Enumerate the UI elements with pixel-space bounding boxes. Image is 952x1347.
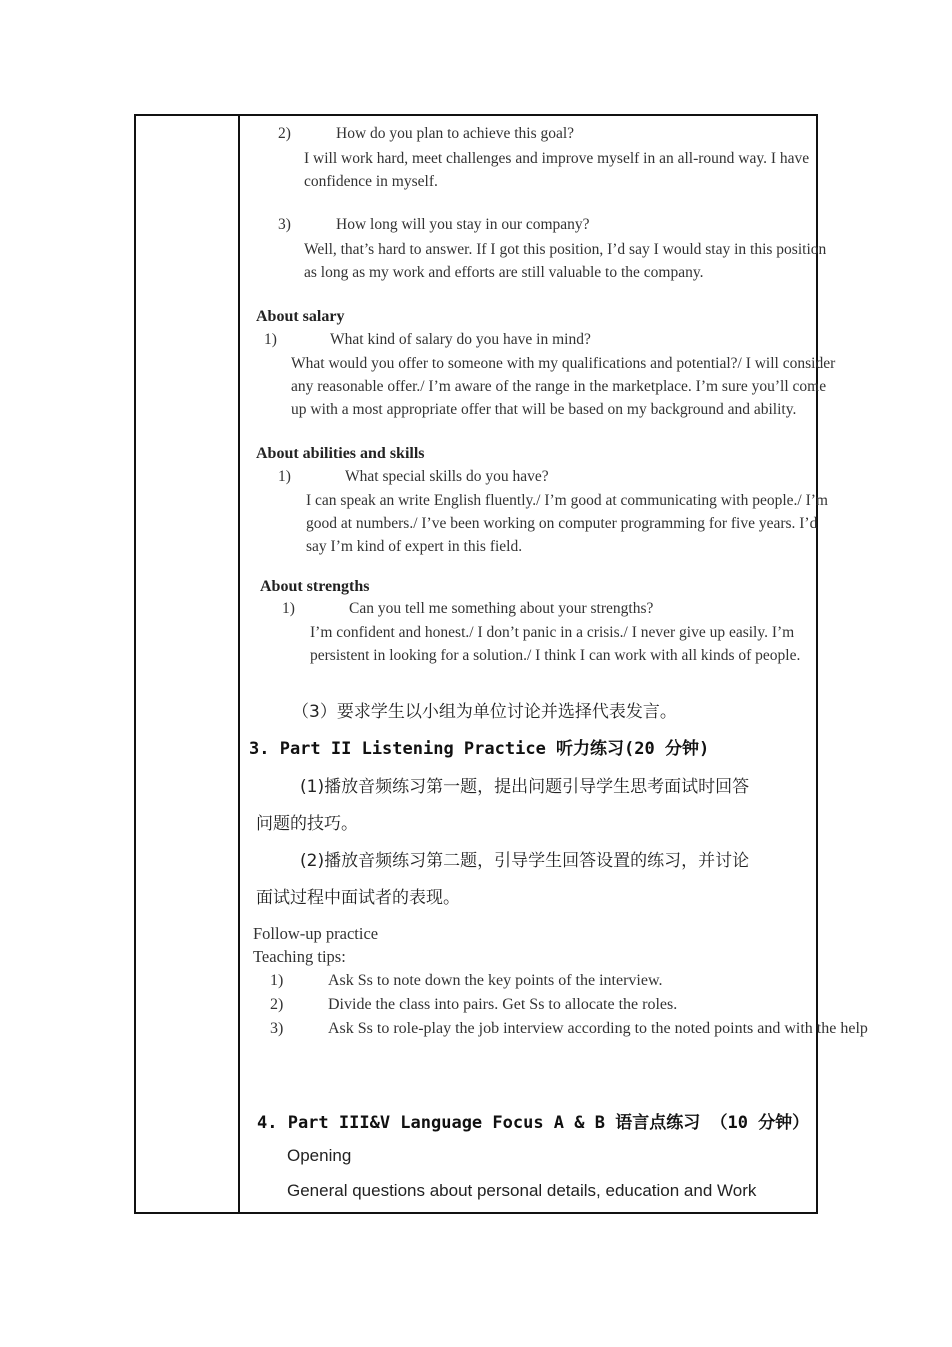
question-text: What kind of salary do you have in mind? <box>330 331 591 348</box>
section-3-heading: 3. Part II Listening Practice 听力练习(20 分钟) <box>249 739 710 759</box>
tip-number: 2) <box>270 996 284 1013</box>
question-number: 1) <box>278 468 291 485</box>
answer-line: confidence in myself. <box>304 173 438 190</box>
question-text: How do you plan to achieve this goal? <box>336 125 575 142</box>
section-heading-salary: About salary <box>256 308 345 325</box>
answer-line: Well, that’s hard to answer. If I got this position, I’d say I would stay in this position <box>304 241 827 258</box>
answer-line: What would you offer to someone with my qualifications and potential?/ I will consider <box>291 355 836 372</box>
question-number: 3) <box>278 216 291 233</box>
question-number: 2) <box>278 125 291 142</box>
section-heading-abilities: About abilities and skills <box>256 445 425 462</box>
section-4-line: Opening <box>287 1146 352 1165</box>
tip-text: Ask Ss to role-play the job interview according to the noted points and with the help <box>328 1020 868 1037</box>
paragraph-line: 面试过程中面试者的表现。 <box>256 888 460 908</box>
question-text: What special skills do you have? <box>345 468 549 485</box>
left-column-cell <box>136 116 240 1212</box>
section-heading-strengths: About strengths <box>260 578 370 595</box>
answer-line: persistent in looking for a solution./ I think I can work with all kinds of people. <box>310 647 801 664</box>
question-text: How long will you stay in our company? <box>336 216 590 233</box>
followup-title: Follow-up practice <box>253 924 379 943</box>
tip-number: 1) <box>270 972 284 989</box>
answer-line: good at numbers./ I’ve been working on computer programming for five years. I’d <box>306 515 818 532</box>
tip-number: 3) <box>270 1020 284 1037</box>
section-4-line: General questions about personal details, education and Work <box>287 1181 757 1200</box>
section-4-heading: 4. Part III&V Language Focus A & B 语言点练习 （10 分钟） <box>257 1113 810 1133</box>
question-number: 1) <box>282 600 295 617</box>
paragraph-line: (1)播放音频练习第一题，提出问题引导学生思考面试时回答 <box>300 777 750 797</box>
answer-line: I can speak an write English fluently./ I’m good at communicating with people./ I’m <box>306 492 828 509</box>
teaching-tips-label: Teaching tips: <box>253 947 346 966</box>
tip-text: Ask Ss to note down the key points of the interview. <box>328 972 663 989</box>
answer-line: as long as my work and efforts are still valuable to the company. <box>304 264 704 281</box>
paragraph-line: (2)播放音频练习第二题，引导学生回答设置的练习，并讨论 <box>300 851 750 871</box>
tip-text: Divide the class into pairs. Get Ss to allocate the roles. <box>328 996 678 1013</box>
step-3-note: （3）要求学生以小组为单位讨论并选择代表发言。 <box>292 702 677 722</box>
answer-line: up with a most appropriate offer that will be based on my background and ability. <box>291 401 797 418</box>
question-number: 1) <box>264 331 277 348</box>
answer-line: I’m confident and honest./ I don’t panic in a crisis./ I never give up easily. I’m <box>310 624 795 641</box>
answer-line: I will work hard, meet challenges and improve myself in an all-round way. I have <box>304 150 810 167</box>
answer-line: any reasonable offer./ I’m aware of the range in the marketplace. I’m sure you’ll come <box>291 378 827 395</box>
answer-line: say I’m kind of expert in this field. <box>306 538 523 555</box>
paragraph-line: 问题的技巧。 <box>256 814 358 834</box>
question-text: Can you tell me something about your strengths? <box>349 600 654 617</box>
